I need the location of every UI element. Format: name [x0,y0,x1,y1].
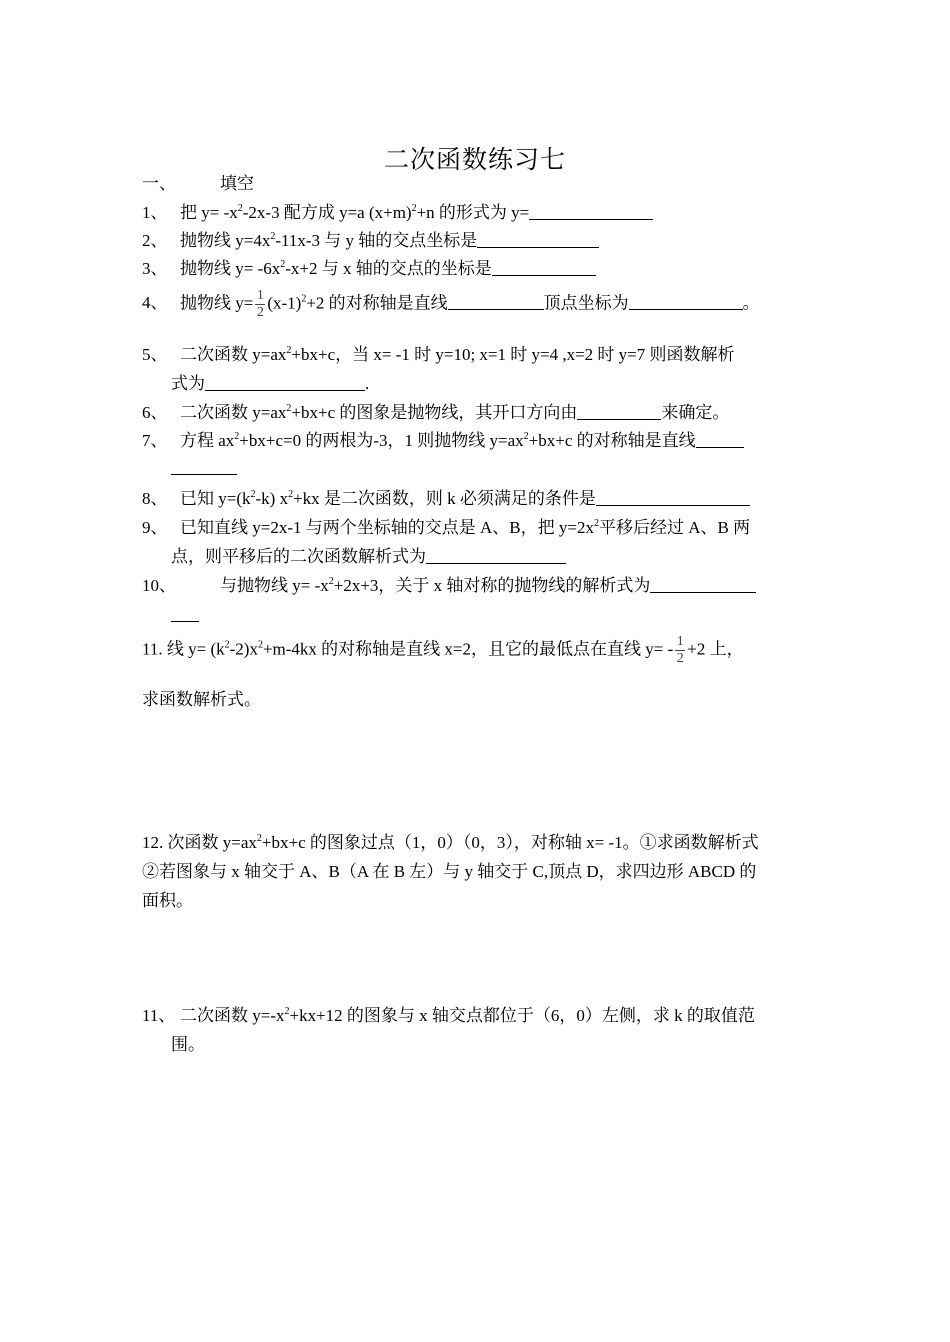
question-9-continued: 点，则平移后的二次函数解析式为 [171,547,566,567]
question-6: 6、 二次函数 $y=ax^2+bx+c$ 的图象是抛物线，其开口方向由 来确定。 [142,403,730,422]
answer-blank[interactable] [492,260,596,276]
answer-blank[interactable] [448,294,544,310]
answer-blank[interactable] [171,459,237,475]
question-2: 2、 抛物线 $y=4x^2-11x-3$ 与 y 轴的交点坐标是 [142,231,812,251]
question-10: 10、 与抛物线 $y= -x^2+2x+3$，关于 x 轴对称的抛物线的解析式为 [142,576,812,596]
question-12-line-2: ②若图象与 x 轴交于 A、B（A 在 B 左）与 y 轴交于 C,顶点 D，求四边形 ABCD 的 [142,862,757,881]
question-13: 11、 二次函数 $y=-x^2+kx+12$ 的图象与 x 轴交点都位于（6，0）左侧，求 k 的取值范 [142,1006,755,1025]
section-heading: 一、 填空 [142,174,254,193]
question-9: 9、 已知直线 y=2x-1 与两个坐标轴的交点是 A、B，把 $y=2x^2$平移后经过 A、B 两 [142,518,751,537]
question-7-continued [171,458,237,478]
question-12-line-3: 面积。 [142,891,193,910]
question-5-continued: 式为 . [171,374,370,393]
question-3: 3、 抛物线 $y= -6x^2-x+2$ 与 x 轴的交点的坐标是 [142,259,812,279]
fraction: $\frac{1}{2}$ [256,288,264,320]
answer-blank[interactable] [477,232,599,248]
answer-blank[interactable] [577,404,661,420]
question-10-continued [171,605,199,625]
question-11: 11. 线 $y= (k^2-2)x^2+m-4kx$ 的对称轴是直线 x=2，且它的最低点在直线 y= - $\frac{1}{2}$ +2 上， [142,634,744,666]
page-title: 二次函数练习七 [383,145,566,174]
answer-blank[interactable] [596,490,750,506]
question-5: 5、 二次函数 $y=ax^2+bx+c$，当 x= -1 时 y=10; x=1 时 y=4 ,x=2 时 y=7 则函数解析 [142,345,735,364]
answer-blank[interactable] [629,294,743,310]
answer-blank[interactable] [650,577,756,593]
question-12-line-1: 12. 次函数 $y=ax^2+bx+c$ 的图象过点（1，0）（0，3），对称轴 x= -1。①求函数解析式 [142,833,759,852]
question-4: 4、 抛物线 y= $\frac{1}{2}$ $(x-1)^2+2$ 的对称轴是直线 顶点坐标为 。 [142,288,760,320]
fraction: $\frac{1}{2}$ [676,634,684,666]
answer-blank[interactable] [171,606,199,622]
answer-blank[interactable] [426,548,566,564]
question-11-continued: 求函数解析式。 [142,690,261,709]
question-13-continued: 围。 [171,1035,205,1054]
answer-blank[interactable] [529,204,653,220]
answer-blank[interactable] [696,432,744,448]
question-7: 7、 方程 $ax^2+bx+c=0$ 的两根为-3，1 则抛物线 $y=ax^2+bx+c$ 的对称轴是直线 [142,431,812,451]
question-1: 1、 把 $y= -x^2-2x-3$ 配方成 y=a $(x+m)^2+n$ 的形式为 y= [142,203,812,223]
answer-blank[interactable] [205,375,365,391]
question-8: 8、 已知 $y=(k^2-k)$ $x^2+kx$ 是二次函数，则 k 必须满足的条件是 [142,489,812,509]
